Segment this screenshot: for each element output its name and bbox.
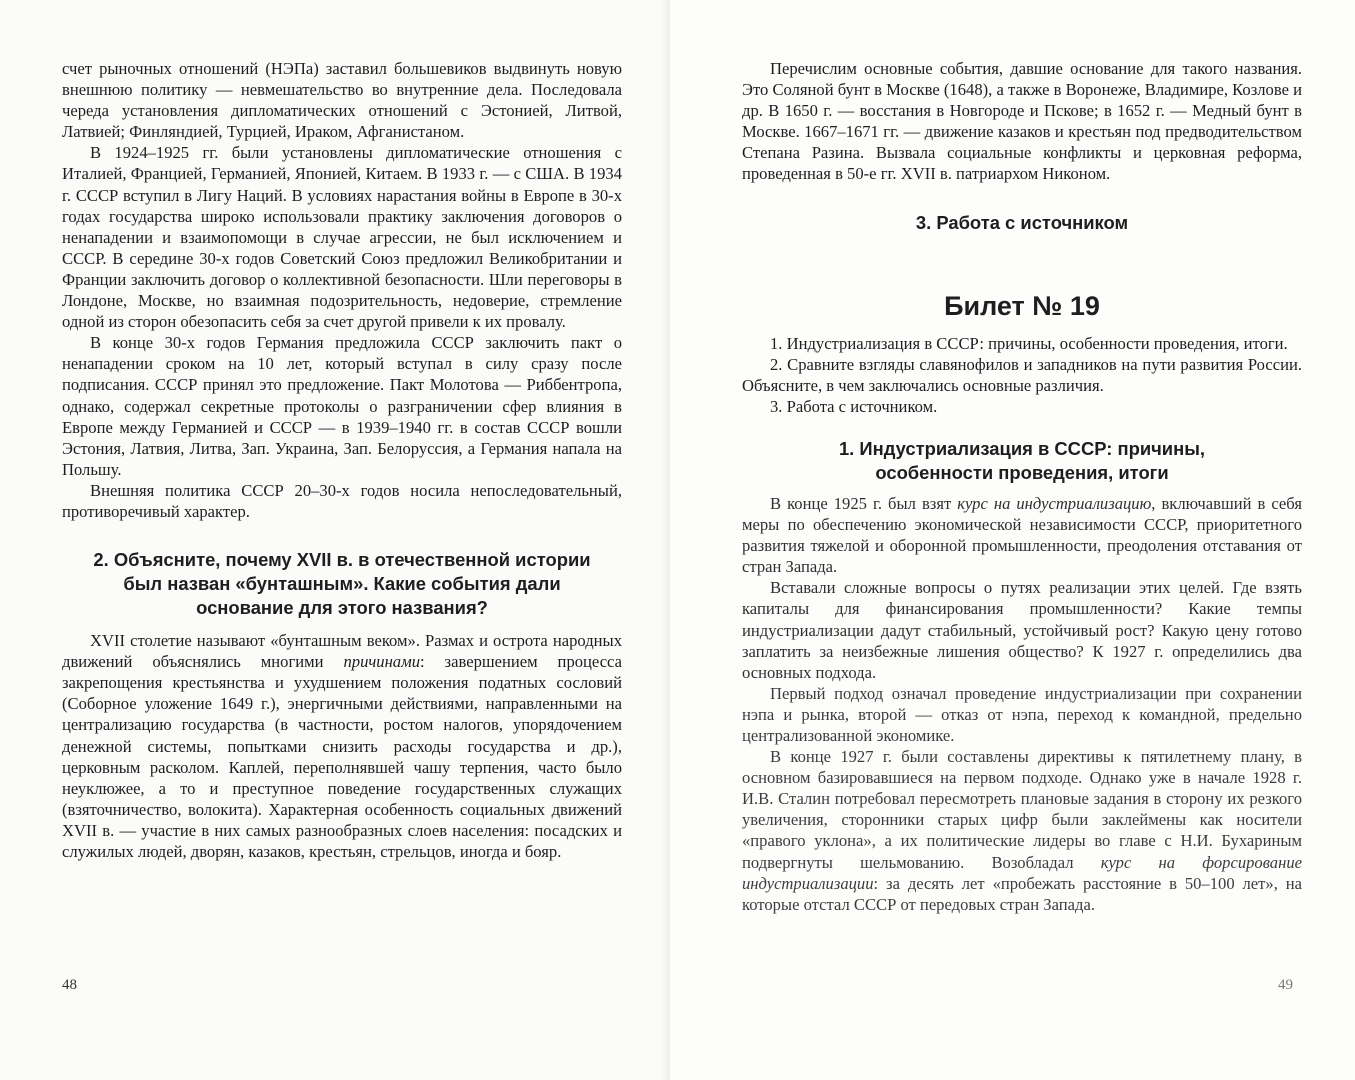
right-text-column [742,58,1302,915]
right-paragraph-5-emphasis: курс на форсирование индустриализации [742,852,1302,893]
right-page [670,0,1355,1080]
left-paragraph-5-end: : завершением процесса закрепощения крестьянства и ухудшением положения податных сословий (Соборное уложение 1649 г.), энергичными действиями, направленными на централизацию государства (в частности, ростом налогов, упорядочением денежной системы, попытками снизить расходы государства и др.), церковным расколом. Каплей, переполнявшей чашу терпения, часто было неуклюжее, а то и преступное поведение государственных служащих (взяточничество, волокита). Характерная особенность социальных движений XVII в. — участие в них самых разнообразных слоев населения: посадских и служилых людей, дворян, казаков, крестьян, стрельцов, иногда и бояр. [62,652,622,861]
right-paragraph-2 [742,493,1302,577]
left-paragraph-3: В конце 30-х годов Германия предложила СССР заключить пакт о ненападении сроком на 10 лет, который вступал в силу сразу после подписания. СССР принял это предложение. Пакт Молотова — Риббентропа, однако, содержал секретные протоколы о разграничении сфер влияния в Европе между Германией и СССР — в 1939–1940 гг. в состав СССР вошли Эстония, Латвия, Литва, Зап. Украина, Зап. Белоруссия, а Германия напала на Польшу. [62,333,622,479]
right-paragraph-2-start: В конце 1925 г. был взят [770,493,958,513]
page-number-left: 48 [62,977,77,993]
ticket-title: Билет № 19 [944,290,1100,321]
right-paragraph-3: Вставали сложные вопросы о путях реализации этих целей. Где взять капиталы для финансирования промышленности? Какие темпы индустриализации дадут стабильный, устойчивый рост? Какую цену готово заплатить за неизбежные лишения общество? К 1927 г. определились два основных подхода. [742,578,1302,682]
ticket-question-1: 1. Индустриализация в СССР: причины, особенности проведения, итоги. [770,333,1288,353]
left-page [0,0,670,1080]
left-paragraph-5-emphasis: причинами [343,652,420,672]
left-paragraph-2: В 1924–1925 гг. были установлены дипломатические отношения с Италией, Францией, Германией, Японией, Китаем. В 1933 г. — с США. В 1934 г. СССР вступил в Лигу Наций. В условиях нарастания войны в Европе в 30-х годах государства широко использовали практику заключения договоров о ненападении и взаимопомощи в случае агрессии, не был исключением и СССР. В середине 30-х годов Советский Союз предложил Великобритании и Франции заключить договор о коллективной безопасности. Шли переговоры в Лондоне, Москве, но взаимная подозрительность, недоверие, стремление одной из сторон обезопасить себя за счет другой привели к их провалу. [62,143,622,332]
left-paragraph-5-start: XVII столетие называют «бунташным веком». Размах и острота народных движений объяснялись многими [62,631,622,672]
section-heading-2: 2. Объясните, почему XVII в. в отечественной истории был назван «бунташным». Какие события дали основание для этого названия? [93,549,591,619]
left-paragraph-5 [62,630,622,862]
left-paragraph-4: Внешняя политика СССР 20–30-х годов носила непоследовательный, противоречивый характер. [62,480,622,521]
left-text-column [62,58,622,862]
ticket-question-3: 3. Работа с источником. [770,396,938,416]
right-paragraph-4: Первый подход означал проведение индустриализации при сохранении нэпа и рынка, второй — отказ от нэпа, переход к командной, предельно централизованной экономике. [742,683,1302,745]
left-paragraph-1: счет рыночных отношений (НЭПа) заставил большевиков выдвинуть новую внешнюю политику — невмешательство во внутренние дела. Последовала череда установления дипломатических отношений с Эстонией, Литвой, Латвией; Финляндией, Турцией, Ираком, Афганистаном. [62,59,622,142]
page-number-right: 49 [1278,977,1293,993]
right-paragraph-5 [742,746,1302,915]
section-heading-3: 3. Работа с источником [915,211,1129,233]
ticket-question-2: 2. Сравните взгляды славянофилов и западников на пути развития России. Объясните, в чем заключались основные различия. [742,354,1302,395]
right-paragraph-5-start: В конце 1927 г. были составлены директивы к пятилетнему плану, в основном базировавшиеся на первом подходе. Однако уже в начале 1928 г. И.В. Сталин потребовал пересмотреть плановые задания в сторону их резкого увеличения, сторонники старых цифр были заклеймены как носители «правого уклона», а их политические лидеры во главе с Н.И. Бухариным подвергнуты шельмованию. Возобладал [742,747,1302,872]
right-paragraph-5-end: : за десять лет «пробежать расстояние в 50–100 лет», на которые отстал СССР от передовых стран Запада. [742,873,1302,914]
right-paragraph-1: Перечислим основные события, давшие основание для такого названия. Это Соляной бунт в Москве (1648), а также в Воронеже, Владимире, Козлове и др. В 1650 г. — восстания в Новгороде и Пскове; в 1652 г. — Медный бунт в Москве. 1667–1671 гг. — движение казаков и крестьян под предводительством Степана Разина. Вызвала социальные конфликты и церковная реформа, проведенная в 50-е гг. XVII в. патриархом Никоном. [742,59,1302,184]
right-paragraph-2-emphasis: курс на индустриализацию [957,493,1152,513]
right-paragraph-2-end: , включавший в себя меры по обеспечению экономической независимости СССР, приоритетного развития тяжелой и оборонной промышленности, преодоления отставания от стран Запада. [742,493,1302,577]
section-heading-industrialization: 1. Индустриализация в СССР: причины, особенности проведения, итоги [838,437,1206,483]
